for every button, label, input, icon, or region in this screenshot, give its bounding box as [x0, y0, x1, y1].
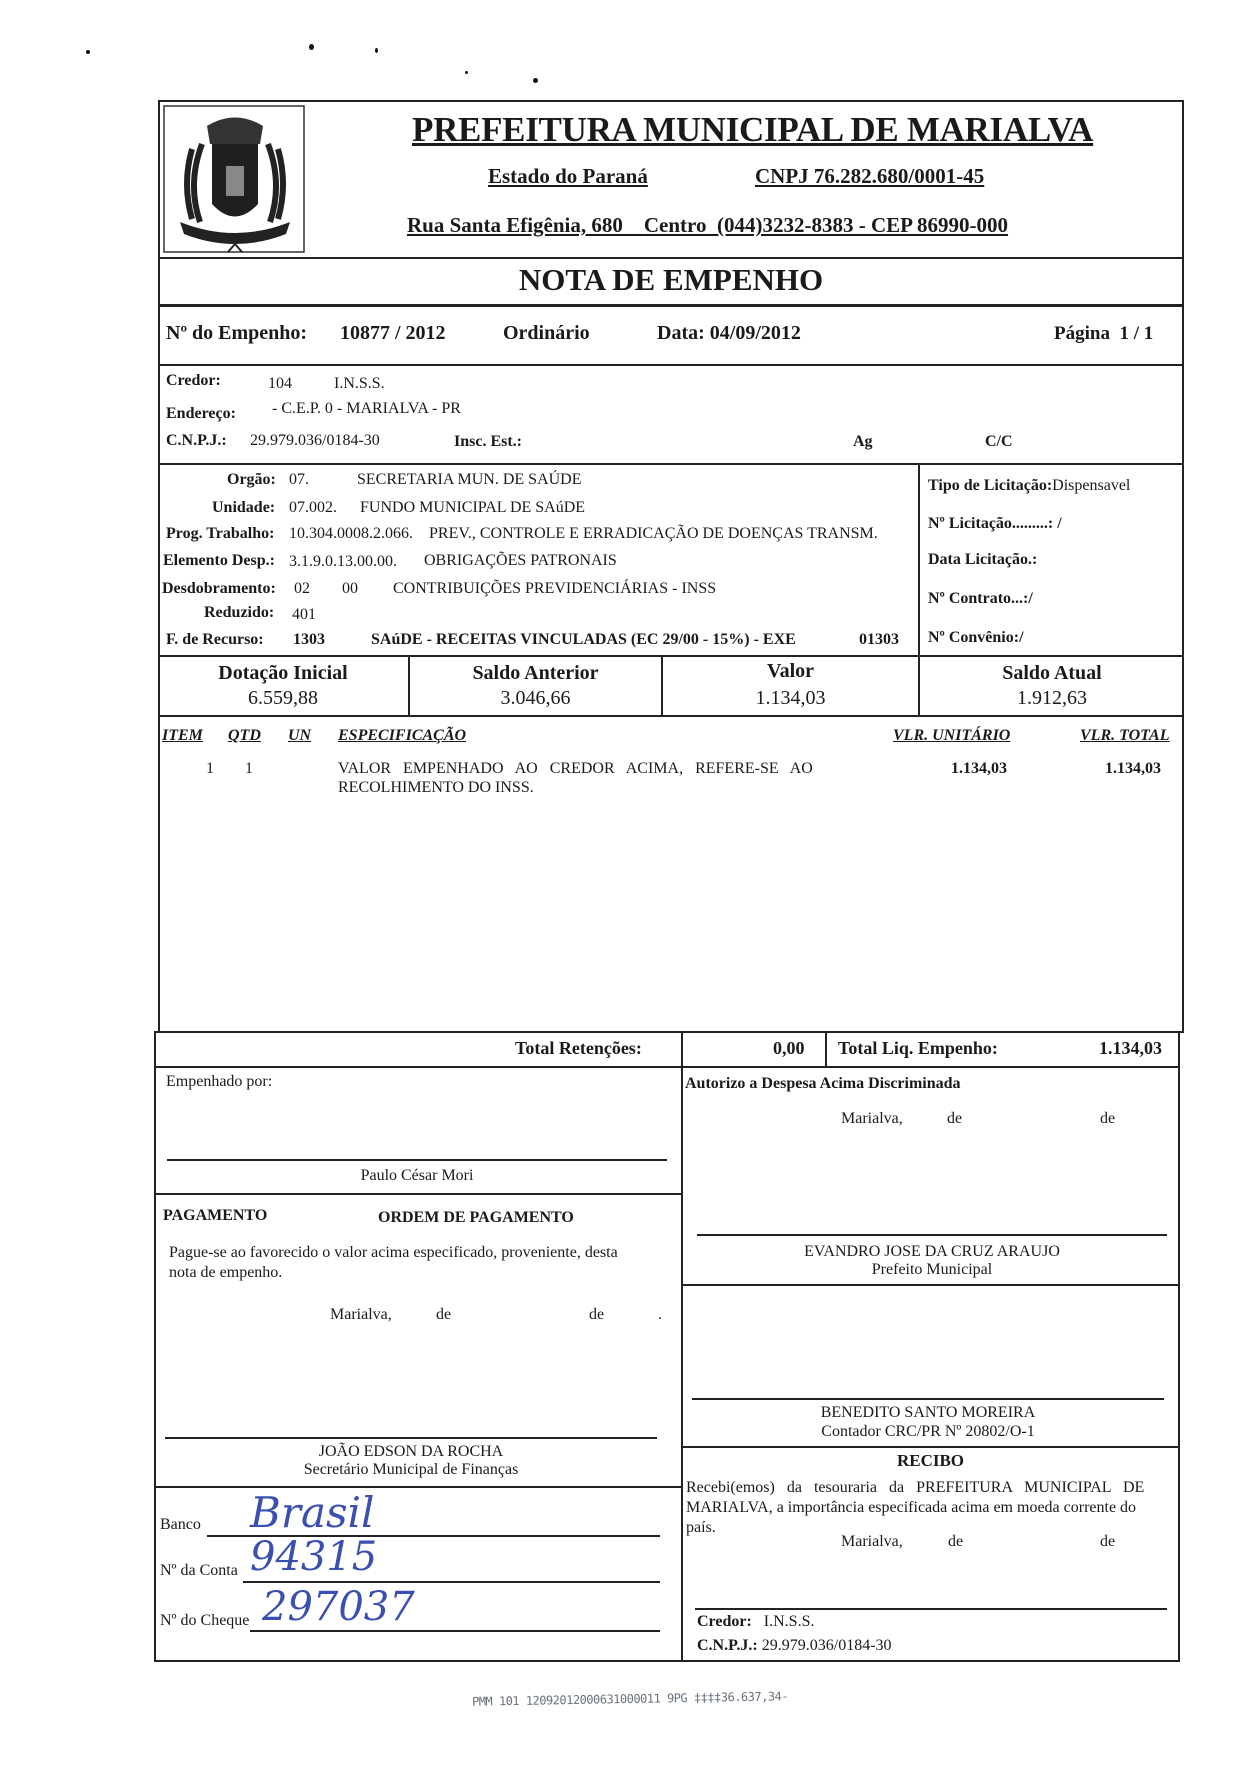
conta-label: Nº da Conta	[160, 1562, 238, 1579]
table-row	[158, 758, 1184, 798]
insc-est-label: Insc. Est.:	[454, 433, 523, 450]
credor-address-label: Endereço:	[166, 405, 236, 422]
recibo-credor-value: I.N.S.S.	[763, 1613, 815, 1630]
empenhado-por-signer: Paulo César Mori	[360, 1167, 474, 1184]
orgao-label: Orgão:	[227, 471, 276, 488]
tipo-licitacao-label: Tipo de Licitação:	[928, 477, 1053, 494]
divider	[825, 1031, 827, 1067]
signature-line	[167, 1159, 667, 1161]
total-liquido-label: Total Liq. Empenho:	[838, 1038, 998, 1058]
fonte-recurso-label: F. de Recurso:	[166, 631, 264, 648]
divider	[158, 463, 1184, 465]
cheque-line	[250, 1630, 660, 1632]
prog-trabalho-label: Prog. Trabalho:	[166, 525, 275, 542]
banco-label: Banco	[160, 1516, 201, 1533]
col-header-vlr-total: VLR. TOTAL	[1080, 727, 1170, 744]
recibo-text-2: MARIALVA, a importância especificada acima em moeda corrente do	[686, 1499, 1137, 1516]
row-vlr-total: 1.134,03	[1105, 760, 1161, 777]
header-district: Centro	[643, 213, 707, 237]
balance-label-valor: Valor	[766, 660, 815, 682]
header-cnpj: CNPJ 76.282.680/0001-45	[755, 164, 985, 188]
coat-of-arms-logo	[162, 104, 308, 254]
conta-line	[243, 1581, 660, 1583]
cheque-handwritten: 297037	[262, 1584, 415, 1630]
empenhado-por-label: Empenhado por:	[166, 1073, 273, 1090]
prog-trabalho-code: 10.304.0008.2.066.	[289, 525, 413, 542]
credor-name: I.N.S.S.	[334, 375, 385, 392]
divider	[918, 463, 920, 655]
fonte-recurso-name: SAúDE - RECEITAS VINCULADAS (EC 29/00 - 15%) - EXE	[371, 631, 796, 648]
page-label: Página	[1054, 323, 1110, 344]
scan-speck	[375, 48, 378, 53]
elemento-name: OBRIGAÇÕES PATRONAIS	[424, 552, 617, 569]
convenio-label: Nº Convênio:	[928, 629, 1020, 646]
secretario-name: JOÃO EDSON DA ROCHA	[318, 1443, 504, 1460]
reduzido-label: Reduzido:	[204, 604, 275, 621]
header-street: Rua Santa Efigênia, 680	[407, 213, 623, 237]
cheque-label: Nº do Cheque	[160, 1612, 250, 1629]
balance-value-saldo-atual: 1.912,63	[1017, 687, 1087, 709]
conta-handwritten: 94315	[250, 1534, 378, 1580]
orgao-name: SECRETARIA MUN. DE SAÚDE	[357, 471, 582, 488]
banco-handwritten: Brasil	[250, 1488, 375, 1537]
empenho-number-label: Nº do Empenho:	[166, 322, 308, 344]
balance-label-saldo-anterior: Saldo Anterior	[472, 662, 599, 684]
credor-address: - C.E.P. 0 - MARIALVA - PR	[272, 400, 461, 417]
recibo-de-2: de	[1100, 1533, 1116, 1550]
pagamento-de-2: de	[589, 1306, 605, 1323]
col-header-qtd: QTD	[228, 727, 261, 744]
pagamento-text-2: nota de empenho.	[169, 1264, 283, 1281]
unidade-code: 07.002.	[289, 499, 337, 516]
divider	[154, 1066, 1180, 1068]
credor-cnpj-label: C.N.P.J.:	[166, 432, 227, 449]
agencia-label: Ag	[853, 433, 873, 450]
prefeito-name: EVANDRO JOSE DA CRUZ ARAUJO	[804, 1243, 1060, 1260]
empenho-date-value: 04/09/2012	[709, 322, 801, 344]
contador-role: Contador CRC/PR Nº 20802/O-1	[821, 1423, 1035, 1440]
prog-trabalho-name: PREV., CONTROLE E ERRADICAÇÃO DE DOENÇAS TRANSM.	[429, 525, 878, 542]
fonte-recurso-code: 1303	[293, 631, 325, 648]
unidade-name: FUNDO MUNICIPAL DE SAúDE	[360, 499, 586, 516]
recibo-credor	[697, 1613, 814, 1631]
col-header-especificacao: ESPECIFICAÇÃO	[338, 727, 467, 744]
header-title: PREFEITURA MUNICIPAL DE MARIALVA	[412, 110, 1094, 149]
contrato	[928, 590, 1033, 608]
signature-line	[697, 1234, 1167, 1236]
divider	[154, 1193, 682, 1195]
recibo-cnpj	[697, 1637, 892, 1655]
elemento-label: Elemento Desp.:	[163, 552, 275, 569]
row-qtd: 1	[245, 760, 253, 777]
recibo-de-1: de	[948, 1533, 964, 1550]
divider	[154, 1486, 682, 1488]
conta-corrente-label: C/C	[985, 433, 1013, 450]
fonte-recurso-ref: 01303	[859, 631, 899, 648]
elemento-code: 3.1.9.0.13.00.00.	[289, 553, 397, 570]
secretario-role: Secretário Municipal de Finanças	[303, 1461, 519, 1478]
balance-value-valor: 1.134,03	[755, 687, 826, 709]
total-retencoes-value: 0,00	[773, 1038, 805, 1058]
divider	[158, 304, 1184, 307]
pagamento-place: Marialva,	[330, 1306, 392, 1323]
row-spec-line-2: RECOLHIMENTO DO INSS.	[338, 779, 534, 796]
signature-line	[692, 1398, 1164, 1400]
numero-licitacao-value: /	[1057, 515, 1062, 532]
autorizo-label: Autorizo a Despesa Acima Discriminada	[685, 1075, 961, 1092]
scan-speck	[465, 71, 468, 74]
row-item: 1	[206, 760, 214, 777]
col-header-item: ITEM	[162, 727, 203, 744]
recibo-cnpj-value: 29.979.036/0184-30	[761, 1637, 892, 1654]
total-retencoes-label: Total Retenções:	[515, 1038, 642, 1058]
recibo-cnpj-label: C.N.P.J.:	[697, 1637, 758, 1654]
pagamento-text-1: Pague-se ao favorecido o valor acima especificado, proveniente, desta	[169, 1244, 618, 1261]
recibo-text-1: Recebi(emos) da tesouraria da PREFEITURA MUNICIPAL DE	[686, 1479, 1145, 1496]
autorizo-de-1: de	[947, 1110, 963, 1127]
empenho-date	[657, 322, 801, 345]
header-state: Estado do Paraná	[488, 164, 648, 188]
credor-code: 104	[268, 375, 292, 392]
pagamento-label: PAGAMENTO	[163, 1207, 268, 1224]
bank-stamp: PMM 101 12092012000631000011 9PG ‡‡‡‡36.637,34-	[471, 1689, 789, 1709]
empenho-type: Ordinário	[503, 322, 590, 344]
divider	[681, 1446, 1180, 1448]
prefeito-role: Prefeito Municipal	[871, 1261, 993, 1278]
total-liquido-value: 1.134,03	[1099, 1038, 1162, 1058]
signature-line	[695, 1608, 1167, 1610]
page-indicator	[1054, 323, 1153, 345]
header-phone-cep: (044)3232-8383 - CEP 86990-000	[716, 213, 1009, 237]
credor-cnpj: 29.979.036/0184-30	[250, 432, 380, 449]
pagamento-de-1: de	[436, 1306, 452, 1323]
divider	[681, 1031, 683, 1662]
scan-speck	[309, 44, 314, 50]
balance-label-dotacao: Dotação Inicial	[218, 662, 348, 684]
divider	[681, 1284, 1180, 1286]
page-number: 1 / 1	[1119, 323, 1154, 344]
empenho-number: 10877 / 2012	[340, 322, 446, 344]
balance-value-saldo-anterior: 3.046,66	[500, 687, 571, 709]
desdobramento-name: CONTRIBUIÇÕES PREVIDENCIÁRIAS - INSS	[393, 580, 717, 597]
unidade-label: Unidade:	[212, 499, 276, 516]
contrato-label: Nº Contrato...:	[928, 590, 1029, 607]
pagamento-dot: .	[658, 1306, 662, 1323]
orgao-code: 07.	[289, 471, 309, 488]
empenho-date-label: Data:	[657, 322, 705, 344]
col-header-un: UN	[288, 727, 312, 744]
recibo-credor-label: Credor:	[697, 1613, 752, 1630]
balance-label-saldo-atual: Saldo Atual	[1002, 662, 1102, 684]
col-header-vlr-unitario: VLR. UNITÁRIO	[893, 727, 1011, 744]
row-spec-line-1: VALOR EMPENHADO AO CREDOR ACIMA, REFERE-SE AO	[338, 760, 813, 777]
tipo-licitacao	[928, 477, 1130, 495]
recibo-title: RECIBO	[896, 1451, 965, 1470]
reduzido-value: 401	[292, 606, 316, 623]
desdobramento-code-2: 00	[342, 580, 358, 597]
credor-label: Credor:	[166, 372, 221, 389]
convenio-value: /	[1019, 629, 1024, 646]
document-title: NOTA DE EMPENHO	[518, 262, 824, 297]
ordem-pagamento-title: ORDEM DE PAGAMENTO	[378, 1209, 574, 1226]
data-licitacao-label: Data Licitação.:	[928, 551, 1038, 568]
autorizo-place: Marialva,	[841, 1110, 903, 1127]
signature-line	[165, 1437, 657, 1439]
desdobramento-label: Desdobramento:	[162, 580, 276, 597]
divider	[158, 655, 1184, 657]
contador-name: BENEDITO SANTO MOREIRA	[820, 1404, 1036, 1421]
divider	[158, 364, 1184, 366]
recibo-place: Marialva,	[841, 1533, 903, 1550]
row-vlr-unitario: 1.134,03	[951, 760, 1007, 777]
divider	[158, 715, 1184, 717]
contrato-value: /	[1028, 590, 1033, 607]
header-address	[407, 213, 1008, 238]
numero-licitacao	[928, 515, 1062, 533]
recibo-text-3: país.	[686, 1519, 716, 1536]
tipo-licitacao-value: Dispensavel	[1052, 477, 1131, 494]
scan-speck	[533, 78, 538, 83]
numero-licitacao-label: Nº Licitação.........:	[928, 515, 1054, 532]
divider	[158, 257, 1184, 259]
desdobramento-code-1: 02	[294, 580, 310, 597]
convenio	[928, 629, 1024, 647]
scan-speck	[86, 50, 90, 54]
autorizo-de-2: de	[1100, 1110, 1116, 1127]
balance-value-dotacao: 6.559,88	[248, 687, 318, 709]
